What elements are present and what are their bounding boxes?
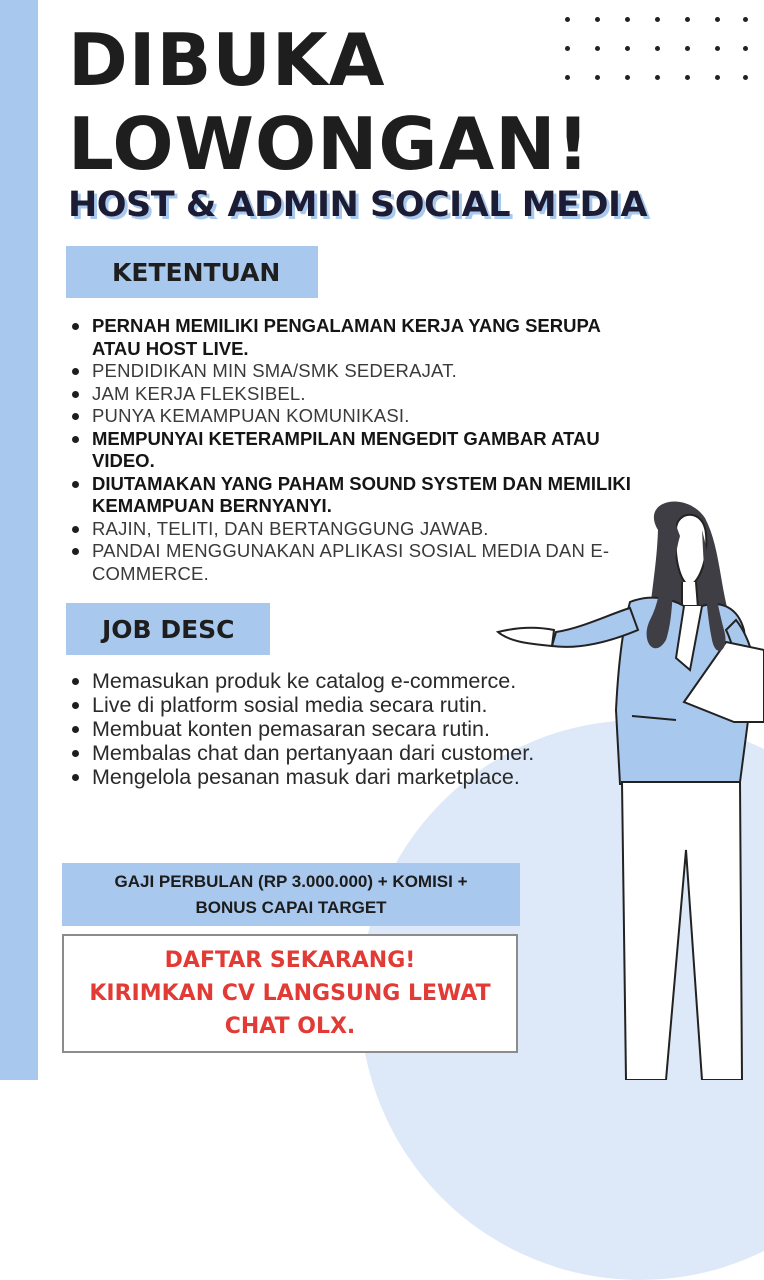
requirement-item: DIUTAMAKAN YANG PAHAM SOUND SYSTEM DAN MEMILIKI KEMAMPUAN BERNYANYI. bbox=[68, 473, 648, 518]
position-subtitle: HOST & ADMIN SOCIAL MEDIA bbox=[68, 185, 648, 225]
cta-box bbox=[62, 934, 518, 1053]
requirement-item: JAM KERJA FLEKSIBEL. bbox=[68, 383, 648, 406]
title-line-1: DIBUKA bbox=[68, 18, 386, 102]
title-line-2: LOWONGAN! bbox=[68, 102, 591, 186]
requirement-item: PENDIDIKAN MIN SMA/SMK SEDERAJAT. bbox=[68, 360, 648, 383]
poster-title bbox=[68, 18, 590, 186]
job-desc-heading-label: JOB DESC bbox=[102, 614, 235, 644]
job-desc-heading bbox=[66, 603, 270, 655]
job-desc-item: Mengelola pesanan masuk dari marketplace. bbox=[68, 765, 548, 789]
cta-line-2: KIRIMKAN CV LANGSUNG LEWAT bbox=[89, 981, 491, 1006]
job-desc-item: Memasukan produk ke catalog e-commerce. bbox=[68, 669, 548, 693]
cta-line-1: DAFTAR SEKARANG! bbox=[164, 948, 416, 973]
woman-presenter-illustration bbox=[490, 490, 764, 1080]
requirements-heading-label: KETENTUAN bbox=[112, 257, 281, 287]
left-accent-bar bbox=[0, 0, 38, 1080]
salary-line-2: BONUS CAPAI TARGET bbox=[195, 897, 387, 917]
cta-line-3: CHAT OLX. bbox=[224, 1014, 356, 1039]
requirement-item: MEMPUNYAI KETERAMPILAN MENGEDIT GAMBAR ATAU VIDEO. bbox=[68, 428, 648, 473]
salary-banner bbox=[62, 863, 520, 926]
requirement-item: PERNAH MEMILIKI PENGALAMAN KERJA YANG SERUPA ATAU HOST LIVE. bbox=[68, 315, 648, 360]
salary-line-1: GAJI PERBULAN (RP 3.000.000) + KOMISI + bbox=[114, 871, 468, 891]
job-desc-item: Membalas chat dan pertanyaan dari customer. bbox=[68, 741, 548, 765]
requirement-item: RAJIN, TELITI, DAN BERTANGGUNG JAWAB. bbox=[68, 518, 648, 541]
dot-pattern bbox=[562, 14, 752, 86]
requirement-item: PUNYA KEMAMPUAN KOMUNIKASI. bbox=[68, 405, 648, 428]
job-desc-item: Membuat konten pemasaran secara rutin. bbox=[68, 717, 548, 741]
job-desc-item: Live di platform sosial media secara rutin. bbox=[68, 693, 548, 717]
job-desc-list bbox=[68, 669, 548, 789]
requirements-heading bbox=[66, 246, 318, 298]
requirement-item: PANDAI MENGGUNAKAN APLIKASI SOSIAL MEDIA DAN E-COMMERCE. bbox=[68, 540, 648, 585]
